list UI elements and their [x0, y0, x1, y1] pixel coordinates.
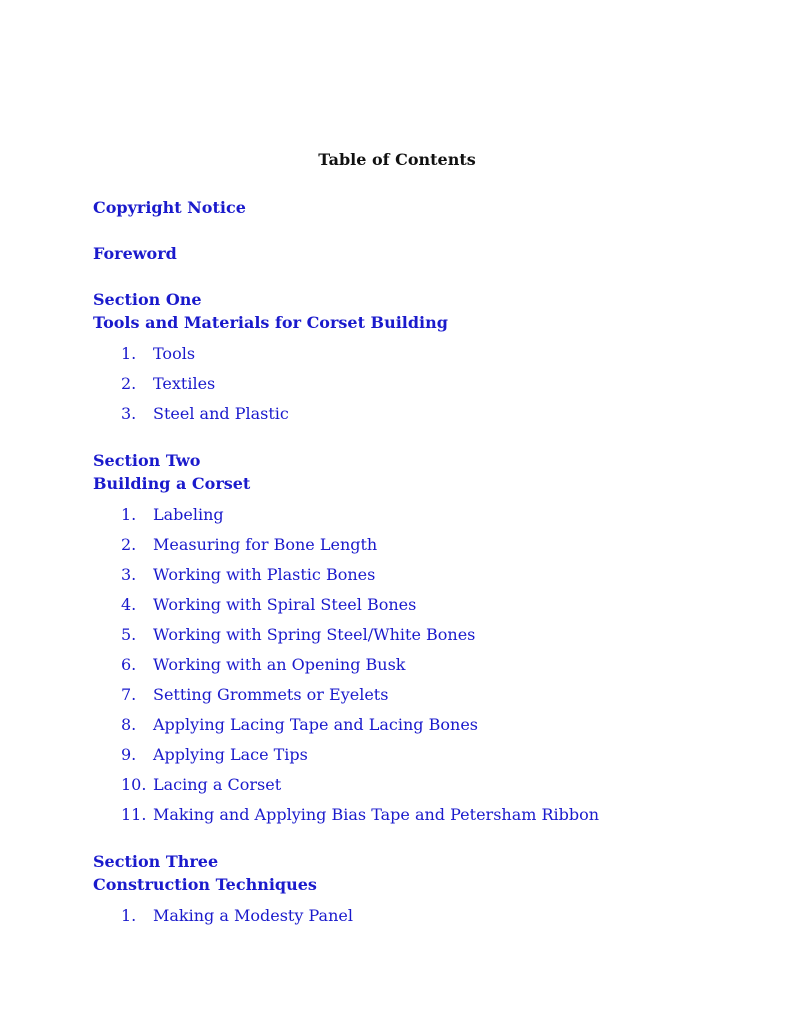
toc-item-list: [93, 901, 733, 931]
toc-item-link[interactable]: Tools: [153, 343, 196, 363]
toc-link-copyright-notice[interactable]: Copyright Notice: [93, 198, 246, 217]
toc-item-number: 3.: [121, 403, 137, 423]
toc-item[interactable]: [93, 339, 733, 369]
toc-item-link[interactable]: Applying Lace Tips: [153, 744, 308, 764]
toc-item[interactable]: [93, 770, 733, 800]
toc-item-list: [93, 339, 733, 429]
toc-item-link[interactable]: Setting Grommets or Eyelets: [153, 684, 389, 704]
toc-section-heading[interactable]: Section Three: [93, 852, 219, 871]
toc-item-link[interactable]: Working with Plastic Bones: [153, 564, 376, 584]
toc-item[interactable]: [93, 710, 733, 740]
toc-item-number: 6.: [121, 654, 137, 674]
toc-item[interactable]: [93, 560, 733, 590]
toc-section-heading[interactable]: Section One: [93, 290, 202, 309]
toc-item-number: 1.: [121, 504, 137, 524]
page-title: Table of Contents: [318, 150, 476, 169]
toc-item-list: [93, 500, 733, 830]
toc-section: [93, 850, 733, 931]
toc-item-number: 3.: [121, 564, 137, 584]
toc-item-link[interactable]: Working with an Opening Busk: [153, 654, 406, 674]
toc-item[interactable]: [93, 680, 733, 710]
toc-item-number: 7.: [121, 684, 137, 704]
toc-item-number: 4.: [121, 594, 137, 614]
toc-link-foreword[interactable]: Foreword: [93, 244, 177, 263]
toc-section-subtitle[interactable]: Building a Corset: [93, 474, 251, 493]
toc-item-link[interactable]: Making a Modesty Panel: [153, 905, 353, 925]
toc-item-number: 1.: [121, 343, 137, 363]
toc-item[interactable]: [93, 901, 733, 931]
toc-item[interactable]: [93, 399, 733, 429]
toc-item[interactable]: [93, 650, 733, 680]
toc-item[interactable]: [93, 369, 733, 399]
toc-item-number: 2.: [121, 534, 137, 554]
toc-section: [93, 449, 733, 830]
toc-item-number: 8.: [121, 714, 137, 734]
toc-item[interactable]: [93, 530, 733, 560]
toc-item-link[interactable]: Lacing a Corset: [153, 774, 282, 794]
toc-item-link[interactable]: Working with Spiral Steel Bones: [153, 594, 417, 614]
table-of-contents: [93, 149, 733, 931]
toc-item-link[interactable]: Applying Lacing Tape and Lacing Bones: [153, 714, 479, 734]
toc-item-link[interactable]: Working with Spring Steel/White Bones: [153, 624, 476, 644]
toc-section-subtitle[interactable]: Tools and Materials for Corset Building: [93, 313, 448, 332]
toc-section-heading[interactable]: Section Two: [93, 451, 201, 470]
toc-item-link[interactable]: Steel and Plastic: [153, 403, 289, 423]
toc-item[interactable]: [93, 500, 733, 530]
toc-item[interactable]: [93, 740, 733, 770]
toc-item-number: 2.: [121, 373, 137, 393]
toc-item-link[interactable]: Making and Applying Bias Tape and Petersham Ribbon: [153, 804, 600, 824]
toc-item[interactable]: [93, 620, 733, 650]
toc-item-number: 9.: [121, 744, 137, 764]
toc-item[interactable]: [93, 800, 733, 830]
toc-section: [93, 288, 733, 429]
toc-item-number: 5.: [121, 624, 137, 644]
toc-item-link[interactable]: Textiles: [153, 373, 216, 393]
toc-section-subtitle[interactable]: Construction Techniques: [93, 875, 317, 894]
toc-item[interactable]: [93, 590, 733, 620]
toc-item-number: 1.: [121, 905, 137, 925]
toc-item-link[interactable]: Labeling: [153, 504, 224, 524]
toc-item-number: 11.: [121, 804, 147, 824]
toc-item-link[interactable]: Measuring for Bone Length: [153, 534, 378, 554]
toc-item-number: 10.: [121, 774, 147, 794]
